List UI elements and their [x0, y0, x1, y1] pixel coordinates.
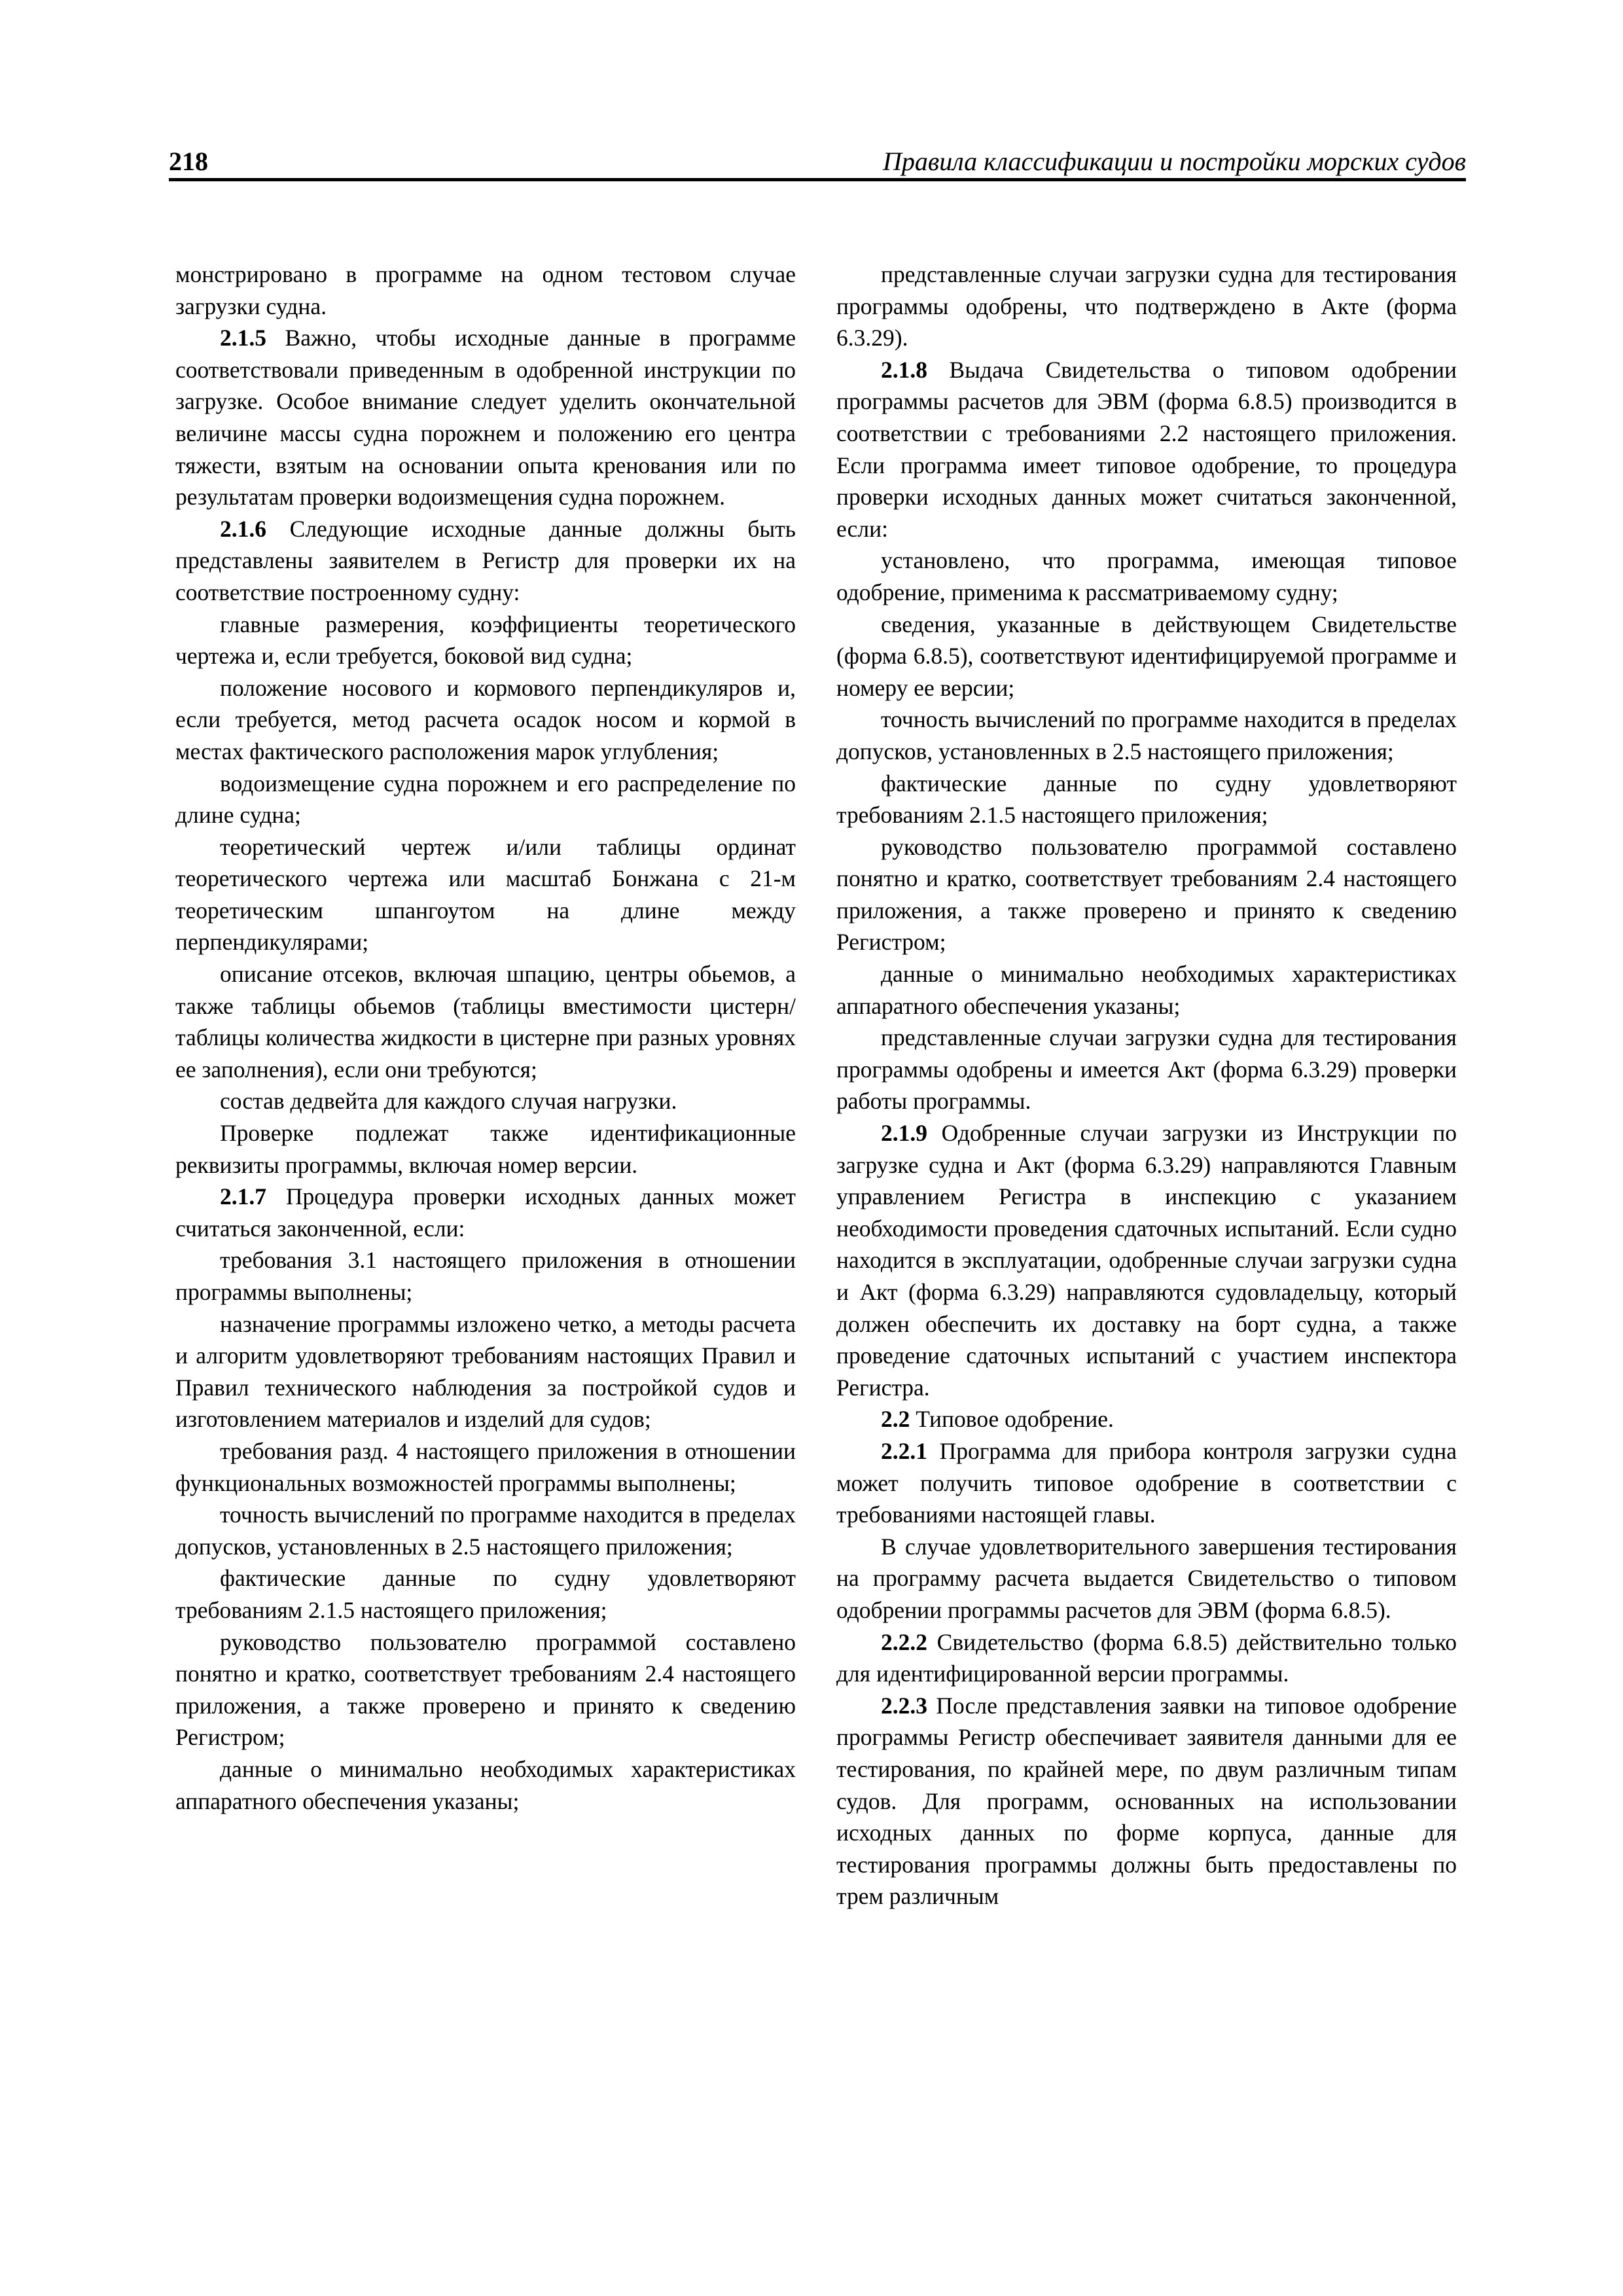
running-title: Правила классификации и постройки морских судов — [882, 147, 1466, 176]
section-title: Типовое одобрение. — [910, 1406, 1114, 1433]
paragraph — [836, 768, 1457, 831]
paragraph-text: точность вычислений по программе находится в пределах допусков, установленных в 2.5 настоящего приложения; — [175, 1501, 796, 1560]
paragraph-text: Одобренные случаи загрузки из Инструкции по загрузке судна и Акт (форма 6.3.29) направляются Главным управлением Регистра в инспекцию с указанием необходимости проведения сдаточных испытаний. Если судно находится в эксплуатации, одобренные случаи загрузки судна и Акт (форма 6.3.29) направляются судовладельцу, который должен обеспечить их доставку на борт судна, а также проведение сдаточных испытаний с участием инспектора Регистра. — [836, 1120, 1457, 1401]
paragraph — [836, 1531, 1457, 1626]
paragraph-text: положение носового и кормового перпендикуляров и, если требуется, метод расчета осадок носом и кормой в местах фактического расположения марок углубления; — [175, 674, 796, 764]
paragraph — [175, 513, 796, 609]
header-rule — [169, 178, 1466, 181]
paragraph — [836, 354, 1457, 545]
paragraph-text: Процедура проверки исходных данных может считаться законченной, если: — [175, 1183, 796, 1242]
paragraph — [175, 322, 796, 513]
paragraph-text: точность вычислений по программе находится в пределах допусков, установленных в 2.5 настоящего приложения; — [836, 706, 1457, 764]
paragraph-text: представленные случаи загрузки судна для тестирования программы одобрены, что подтверждено в Акте (форма 6.3.29). — [836, 261, 1457, 351]
paragraph-text: теоретический чертеж и/или таблицы ординат теоретического чертежа или масштаб Бонжана с 21-м теоретическим шпангоутом на длине между перпендикулярами; — [175, 833, 796, 956]
paragraph-text: руководство пользователю программой составлено понятно и кратко, соответствует требованиям 2.4 настоящего приложения, а также проверено и принято к сведению Регистром; — [175, 1628, 796, 1751]
left-column — [175, 259, 796, 1817]
paragraph-text: Выдача Свидетельства о типовом одобрении программы расчетов для ЭВМ (форма 6.8.5) производится в соответствии с требованиями 2.2 настоящего приложения. Если программа имеет типовое одобрение, то процедура проверки исходных данных может считаться законченной, если: — [836, 356, 1457, 542]
paragraph — [175, 609, 796, 672]
paragraph — [175, 1117, 796, 1181]
paragraph — [836, 1690, 1457, 1912]
paragraph — [175, 1753, 796, 1817]
clause-number: 2.1.7 — [220, 1183, 266, 1210]
clause-number: 2.1.8 — [881, 356, 927, 383]
paragraph-text: фактические данные по судну удовлетворяют требованиям 2.1.5 настоящего приложения; — [836, 770, 1457, 829]
page-number: 218 — [169, 147, 208, 176]
paragraph-text: Следующие исходные данные должны быть представлены заявителем в Регистр для проверки их на соответствие построенному судну: — [175, 515, 796, 605]
clause-number: 2.2.3 — [881, 1692, 927, 1719]
paragraph-text: руководство пользователю программой составлено понятно и кратко, соответствует требованиям 2.4 настоящего приложения, а также проверено и принято к сведению Регистром; — [836, 833, 1457, 956]
clause-number: 2.2.1 — [881, 1437, 927, 1464]
paragraph — [836, 1435, 1457, 1531]
paragraph — [836, 704, 1457, 767]
section-heading — [836, 1403, 1457, 1435]
paragraph — [836, 609, 1457, 704]
clause-number: 2.1.6 — [220, 515, 266, 542]
paragraph — [175, 958, 796, 1085]
clause-number: 2.2.2 — [881, 1628, 927, 1655]
paragraph — [836, 958, 1457, 1022]
paragraph — [175, 1435, 796, 1499]
paragraph — [836, 545, 1457, 608]
right-column — [836, 259, 1457, 1912]
paragraph-text: установлено, что программа, имеющая типовое одобрение, применима к рассматриваемому судну; — [836, 547, 1457, 605]
paragraph-text: сведения, указанные в действующем Свидетельстве (форма 6.8.5), соответствуют идентифицируемой программе и номеру ее версии; — [836, 611, 1457, 701]
paragraph — [175, 1499, 796, 1562]
paragraph-text: фактические данные по судну удовлетворяют требованиям 2.1.5 настоящего приложения; — [175, 1565, 796, 1623]
paragraph — [175, 259, 796, 322]
paragraph-text: данные о минимально необходимых характеристиках аппаратного обеспечения указаны; — [836, 961, 1457, 1019]
paragraph-text: назначение программы изложено четко, а методы расчета и алгоритм удовлетворяют требованиям настоящих Правил и Правил технического наблюдения за постройкой судов и изготовлением материалов и изделий для судов; — [175, 1310, 796, 1433]
paragraph-text: Важно, чтобы исходные данные в программе соответствовали приведенным в одобренной инструкции по загрузке. Особое внимание следует уделить окончательной величине массы судна порожнем и положению его центра тяжести, взятым на основании опыта кренования или по результатам проверки водоизмещения судна порожнем. — [175, 325, 796, 511]
paragraph — [175, 1181, 796, 1244]
clause-number: 2.1.5 — [220, 325, 266, 351]
paragraph-text: водоизмещение судна порожнем и его распределение по длине судна; — [175, 770, 796, 829]
paragraph — [175, 1308, 796, 1435]
paragraph-text: Программа для прибора контроля загрузки судна может получить типовое одобрение в соответствии с требованиями настоящей главы. — [836, 1437, 1457, 1528]
paragraph — [175, 768, 796, 831]
paragraph — [175, 831, 796, 958]
paragraph-text: требования разд. 4 настоящего приложения в отношении функциональных возможностей программы выполнены; — [175, 1437, 796, 1496]
paragraph-text: представленные случаи загрузки судна для тестирования программы одобрены и имеется Акт (форма 6.3.29) проверки работы программы. — [836, 1024, 1457, 1115]
section-number: 2.2 — [881, 1406, 910, 1433]
paragraph — [175, 1085, 796, 1117]
paragraph-text: монстрировано в программе на одном тестовом случае загрузки судна. — [175, 261, 796, 319]
paragraph — [836, 1022, 1457, 1117]
paragraph-text: описание отсеков, включая шпацию, центры обьемов, а также таблицы обьемов (таблицы вместимости цистерн/таблицы количества жидкости в цистерне при разных уровнях ее заполнения), если они требуются; — [175, 961, 796, 1083]
paragraph — [175, 672, 796, 768]
paragraph-text: состав дедвейта для каждого случая нагрузки. — [220, 1088, 677, 1115]
paragraph-text: После представления заявки на типовое одобрение программы Регистр обеспечивает заявителя данными для ее тестирования, по крайней мере, по двум различным типам судов. Для программ, основанных на использовании исходных данных по форме корпуса, данные для тестирования программы должны быть предоставлены по трем различным — [836, 1692, 1457, 1910]
paragraph-text: Проверке подлежат также идентификационные реквизиты программы, включая номер версии. — [175, 1120, 796, 1178]
paragraph — [175, 1244, 796, 1308]
paragraph-text: требования 3.1 настоящего приложения в отношении программы выполнены; — [175, 1247, 796, 1305]
page-header — [169, 145, 1466, 181]
paragraph — [836, 259, 1457, 354]
paragraph-text: В случае удовлетворительного завершения тестирования на программу расчета выдается Свидетельство о типовом одобрении программы расчетов для ЭВМ (форма 6.8.5). — [836, 1533, 1457, 1623]
paragraph-text: главные размерения, коэффициенты теоретического чертежа и, если требуется, боковой вид судна; — [175, 611, 796, 670]
paragraph-text: данные о минимально необходимых характеристиках аппаратного обеспечения указаны; — [175, 1755, 796, 1814]
paragraph — [175, 1626, 796, 1753]
paragraph — [836, 1117, 1457, 1403]
paragraph — [836, 1626, 1457, 1690]
paragraph — [175, 1562, 796, 1626]
paragraph-text: Свидетельство (форма 6.8.5) действительно только для идентифицированной версии программы. — [836, 1628, 1457, 1687]
clause-number: 2.1.9 — [881, 1120, 927, 1147]
paragraph — [836, 831, 1457, 958]
